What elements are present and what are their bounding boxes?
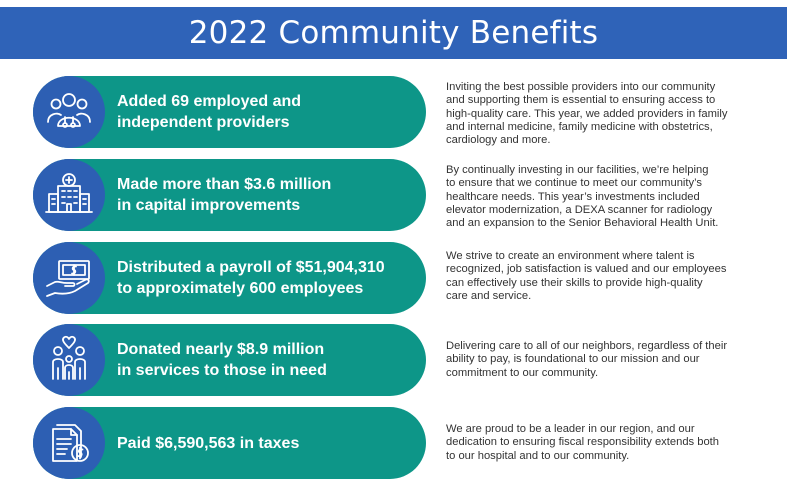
benefit-pill [33, 242, 426, 314]
benefit-description: By continually investing in our facilities, we’re helping to ensure that we continue to meet our community’s healthcare needs. This year’s investments included elevator modernization, a DEXA scanner for radiology and an expansion to the Senior Behavioral Health Unit. [446, 164, 719, 230]
family-heart-icon [33, 324, 105, 396]
hand-money-icon [33, 242, 105, 314]
providers-icon [33, 76, 105, 148]
benefit-description: Delivering care to all of our neighbors, regardless of their ability to pay, is foundational to our mission and our commitment to our community. [446, 340, 728, 379]
benefit-description: Inviting the best possible providers into our community and supporting them is essential to ensuring access to high-quality care. This year, we added providers in family and internal medicine, family medicine with obstetrics, cardiology and more. [446, 81, 728, 147]
hospital-building-icon [33, 159, 105, 231]
benefit-headline: Paid $6,590,563 in taxes [117, 434, 300, 452]
benefit-pill [33, 159, 426, 231]
benefit-description: We strive to create an environment where talent is recognized, job satisfaction is valued and our employees can effectively use their skills to provide high-quality care and service. [446, 250, 727, 302]
benefit-headline: Added 69 employed and independent providers [117, 93, 302, 131]
benefit-description: We are proud to be a leader in our region, and our dedication to ensuring fiscal responsibility extends both to our hospital and to our community. [446, 423, 720, 462]
benefit-headline: Donated nearly $8.9 million in services to those in need [117, 341, 327, 379]
tax-documents-icon [33, 407, 105, 479]
page-title: 2022 Community Benefits [188, 15, 599, 51]
benefit-pill [33, 407, 426, 479]
title-banner [0, 7, 787, 59]
benefit-headline: Distributed a payroll of $51,904,310 to approximately 600 employees [117, 259, 385, 297]
benefit-pill [33, 76, 426, 148]
benefit-headline: Made more than $3.6 million in capital improvements [117, 176, 332, 214]
benefit-pill [33, 324, 426, 396]
